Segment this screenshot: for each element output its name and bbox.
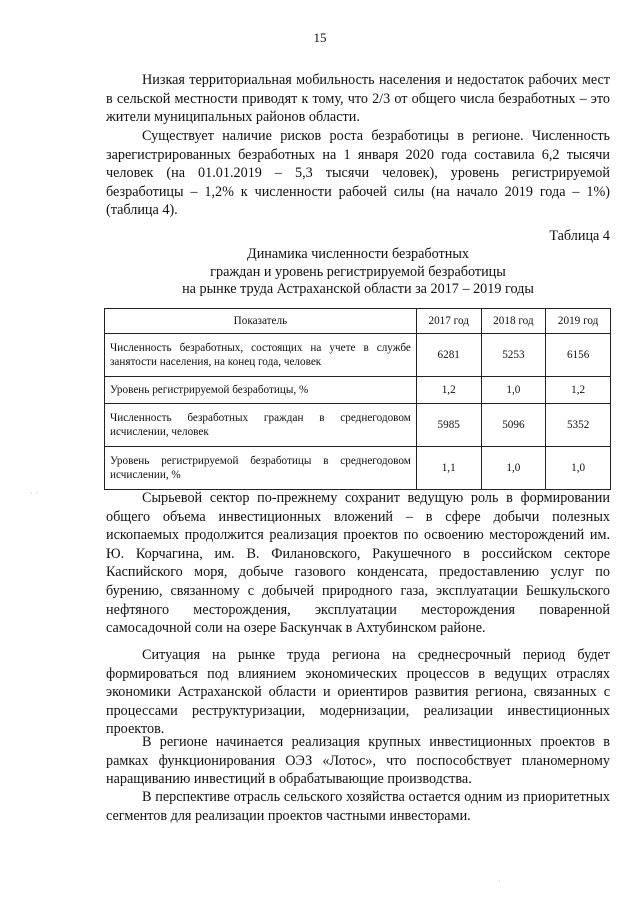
paragraph-mobility <box>106 71 610 127</box>
table-title-line: на рынке труда Астраханской области за 2017 – 2019 годы <box>182 281 534 297</box>
header-indicator: Показатель <box>105 309 417 334</box>
header-2017: 2017 год <box>416 309 481 334</box>
paragraph-text: В перспективе отрасль сельского хозяйства остается одним из приоритетных сегментов для реализации проектов частными инвесторами. <box>106 789 610 824</box>
table-row <box>105 404 611 447</box>
header-2019: 2019 год <box>546 309 611 334</box>
table-row <box>105 447 611 490</box>
paragraph-agriculture <box>106 788 610 825</box>
paragraph-text: Сырьевой сектор по-прежнему сохранит ведущую роль в формировании общего объема инвестиционных вложений – в сфере добычи полезных ископаемых продолжится реализация проектов по освоению месторождений им. Ю. Корчагина, им. В. Филановского, Ракушечного в российском секторе Каспийского моря, добыче газового конденсата, предоставлению услуг по бурению, связанному с добычей природного газа, эксплуатации Бешкульского нефтяного месторождения, эксплуатации месторождения поваренной самосадочной соли на озере Баскунчак в Ахтубинском районе. <box>106 490 610 637</box>
paragraph-text: В регионе начинается реализация крупных инвестиционных проектов в рамках функционирования ОЭЗ «Лотос», что поспособствует планомерному наращиванию инвестиций в обрабатывающие производства. <box>106 734 610 788</box>
paragraph-unemployment-risk <box>106 127 610 220</box>
page-number: 15 <box>313 30 327 45</box>
cell-2019: 1,0 <box>546 447 611 490</box>
scan-speck: · <box>498 876 501 886</box>
paragraph-raw-materials <box>106 489 610 638</box>
scan-speck: · · <box>30 488 39 498</box>
cell-2019: 1,2 <box>546 377 611 404</box>
cell-2017: 6281 <box>416 334 481 377</box>
table-row <box>105 334 611 377</box>
table-row <box>105 377 611 404</box>
header-2018: 2018 год <box>481 309 546 334</box>
paragraph-text: Низкая территориальная мобильность населения и недостаток рабочих мест в сельской местности приводят к тому, что 2/3 от общего числа безработных – это жители муниципальных районов области. <box>106 72 610 126</box>
paragraph-investment <box>106 733 610 789</box>
cell-2017: 1,1 <box>416 447 481 490</box>
table-title <box>106 246 610 299</box>
cell-2017: 1,2 <box>416 377 481 404</box>
cell-2018: 1,0 <box>481 447 546 490</box>
row-indicator: Численность безработных граждан в среднегодовом исчислении, человек <box>105 404 417 447</box>
paragraph-text: Ситуация на рынке труда региона на среднесрочный период будет формироваться под влиянием экономических процессов в ведущих отраслях экономики Астраханской области и ориентиров развития региона, связанных с процессами реструктуризации, модернизации, реализации инвестиционных проектов. <box>106 647 610 738</box>
cell-2019: 6156 <box>546 334 611 377</box>
unemployment-table <box>104 308 611 490</box>
cell-2017: 5985 <box>416 404 481 447</box>
cell-2018: 1,0 <box>481 377 546 404</box>
table-title-line: Динамика численности безработных <box>247 246 469 262</box>
paragraph-labor-market <box>106 646 610 739</box>
cell-2019: 5352 <box>546 404 611 447</box>
table-title-line: граждан и уровень регистрируемой безработицы <box>210 263 506 280</box>
table-label: Таблица 4 <box>549 228 610 244</box>
row-indicator: Численность безработных, состоящих на учете в службе занятости населения, на конец года, человек <box>105 334 417 377</box>
row-indicator: Уровень регистрируемой безработицы, % <box>105 377 417 404</box>
cell-2018: 5096 <box>481 404 546 447</box>
paragraph-text: Существует наличие рисков роста безработицы в регионе. Численность зарегистрированных безработных на 1 января 2020 года составила 6,2 тысячи человек (на 01.01.2019 – 5,3 тысячи человек), уровень регистрируемой безработицы – 1,2% к численности рабочей силы (на начало 2019 года – 1%) (таблица 4). <box>106 128 610 219</box>
row-indicator: Уровень регистрируемой безработицы в среднегодовом исчислении, % <box>105 447 417 490</box>
cell-2018: 5253 <box>481 334 546 377</box>
table-header-row <box>105 309 611 334</box>
